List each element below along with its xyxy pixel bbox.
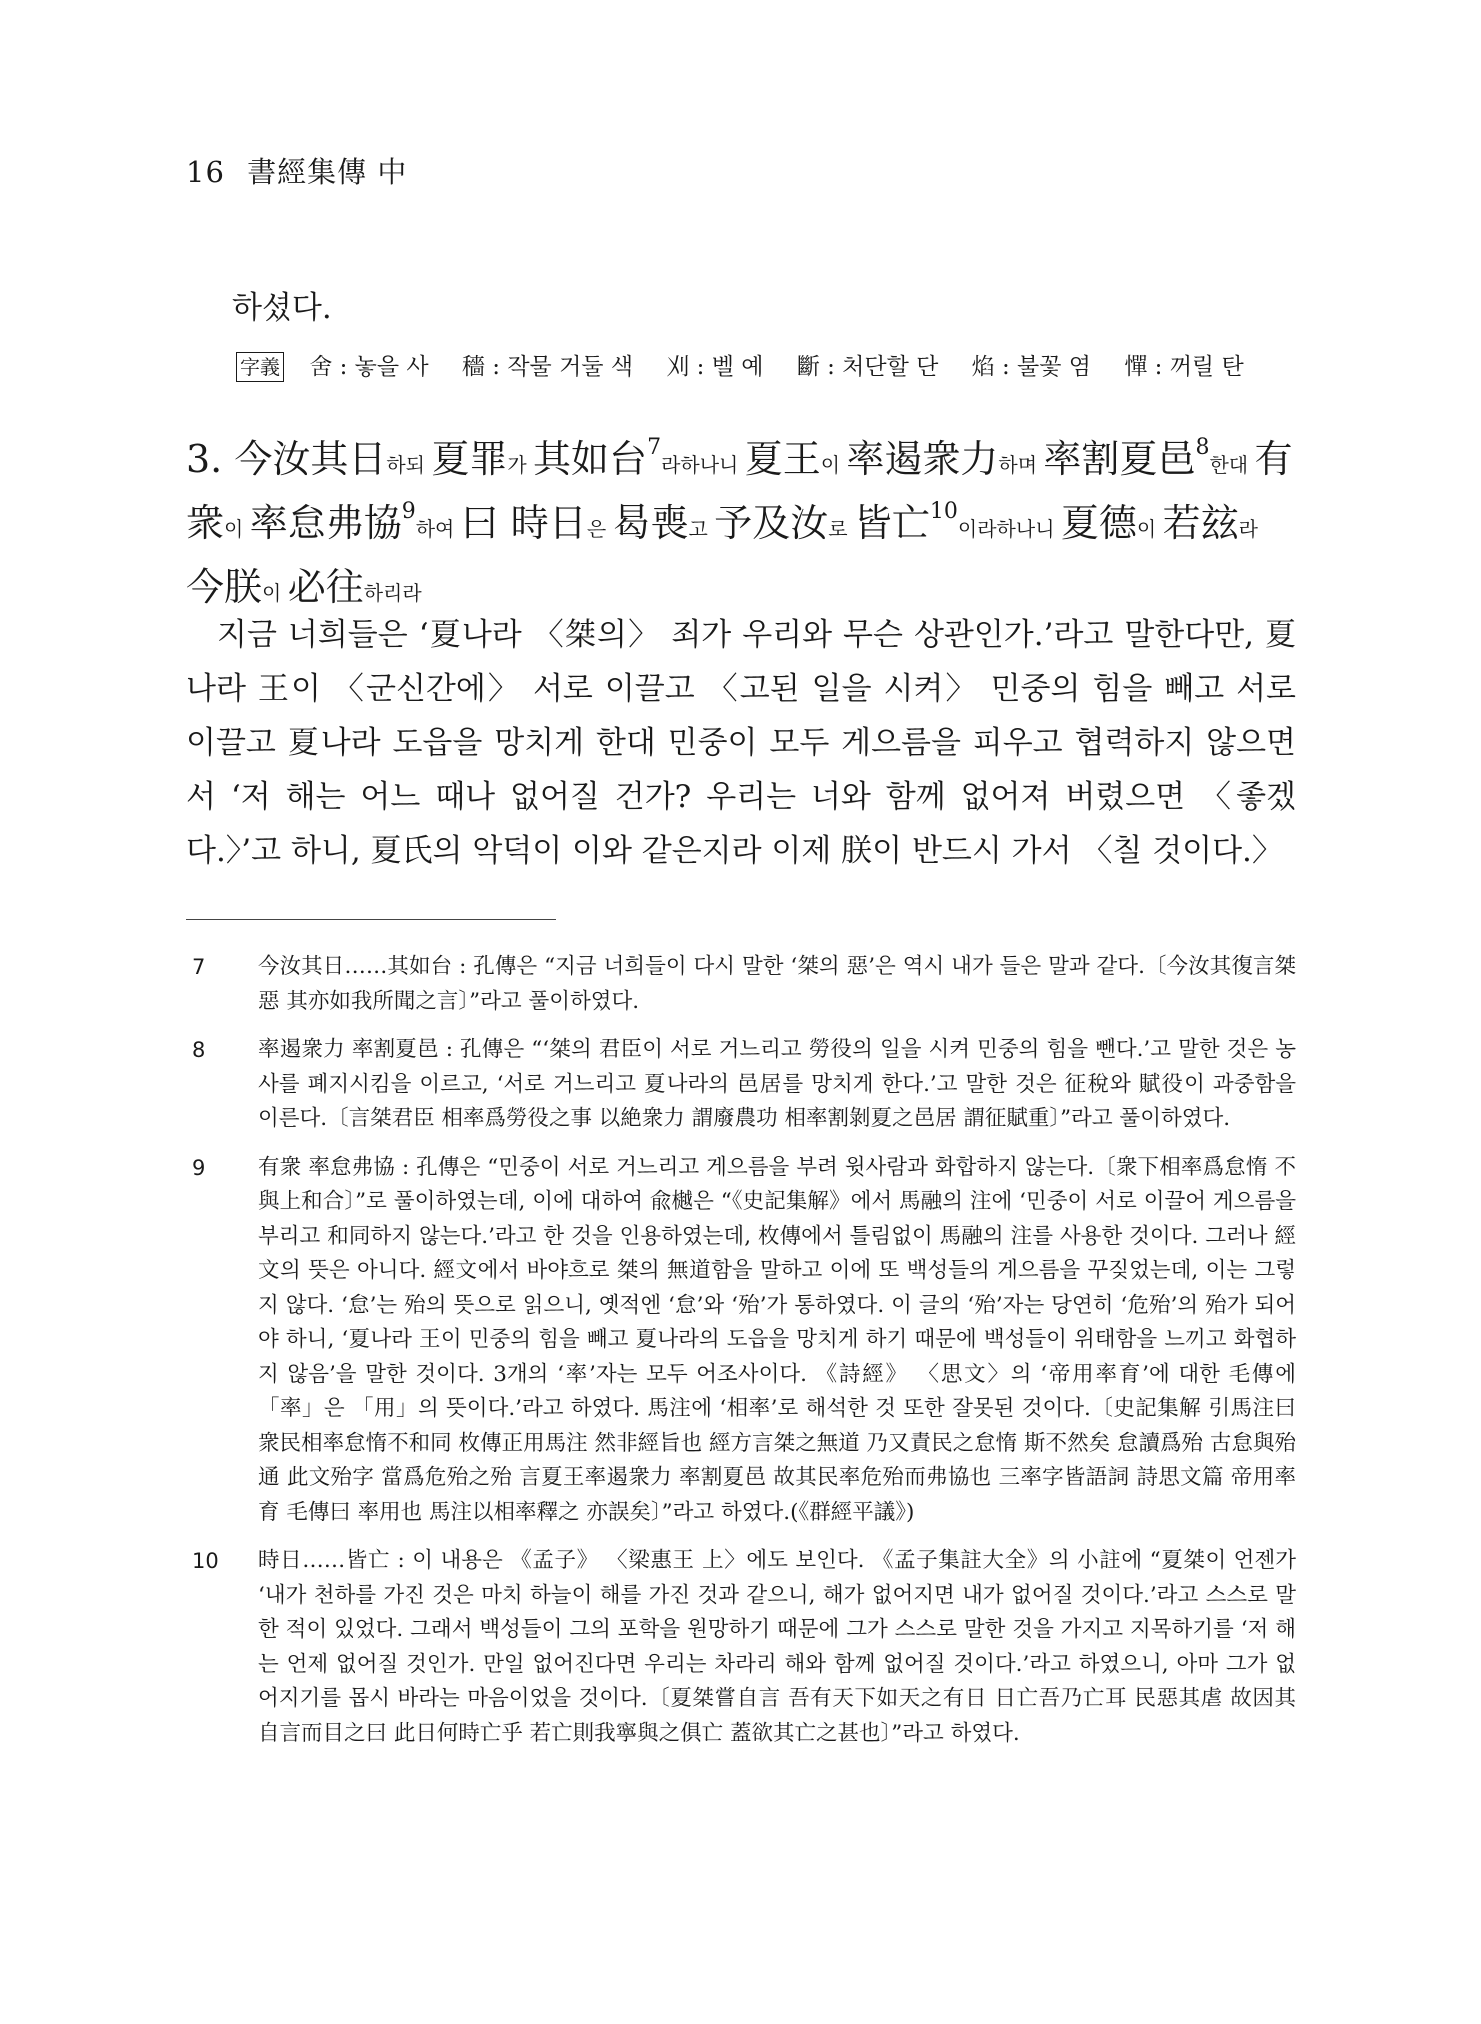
- verse-text: 3. 今汝其日: [186, 437, 387, 481]
- korean-translation: 지금 너희들은 ‘夏나라 〈桀의〉 죄가 우리와 무슨 상관인가.’라고 말한다만, 夏나라 王이 〈군신간에〉 서로 이끌고 〈고된 일을 시켜〉 민중의 힘을 빼고 서로 이끌고 夏나라 도읍을 망치게 한대 민중이 모두 게으름을 피우고 협력하지 않으면서 ‘저 해는 어느 때나 없어질 건가? 우리는 너와 함께 없어져 버렸으면 〈좋겠다.〉’고 하니, 夏氏의 악덕이 이와 같은지라 이제 朕이 반드시 가서 〈칠 것이다.〉: [186, 617, 1296, 869]
- reading-particle: 가: [507, 453, 534, 477]
- reading-particle: 하되: [386, 453, 432, 477]
- reading-particle: 한대: [1209, 453, 1255, 477]
- reading-particle: 하리라: [363, 581, 422, 605]
- book-title: 書經集傳 中: [247, 155, 408, 189]
- footnote: [186, 950, 1296, 1019]
- verse-text: 有衆: [186, 437, 1293, 545]
- verse-text: 若玆: [1162, 501, 1239, 545]
- footnote-number: 8: [192, 1038, 206, 1062]
- previous-paragraph-ending: 하셨다.: [232, 290, 332, 326]
- verse-text: 率遏衆力: [846, 437, 999, 481]
- page-number: 16: [186, 155, 225, 189]
- reading-particle: 이: [1136, 517, 1163, 541]
- reading-particle: 하며: [998, 453, 1044, 477]
- reading-particle: 이: [262, 581, 288, 605]
- verse-text: 必往: [287, 565, 364, 609]
- glossary-entry: 焰 : 불꽃 염: [971, 354, 1092, 380]
- footnote: [186, 1544, 1296, 1751]
- footnote-text: 今汝其日……其如台 : 孔傳은 “지금 너희들이 다시 말한 ‘桀의 惡’은 역시 내가 들은 말과 같다.〔今汝其復言桀惡 其亦如我所聞之言〕”라고 풀이하였다.: [258, 954, 1296, 1014]
- footnotes: [186, 950, 1296, 1765]
- glossary-line: [236, 348, 1270, 382]
- verse-text: 予及汝: [714, 501, 829, 545]
- verse-text: 其如台: [533, 437, 648, 481]
- glossary-tag: 字義: [236, 352, 284, 382]
- glossary-entry: 刈 : 벨 예: [666, 354, 764, 380]
- verse-text: 夏王: [744, 437, 821, 481]
- footnote: [186, 1033, 1296, 1137]
- footnote-number: 7: [192, 955, 206, 979]
- footnote-text: 有衆 率怠弗協 : 孔傳은 “민중이 서로 거느리고 게으름을 부려 윗사람과 화합하지 않는다.〔衆下相率爲怠惰 不與上和合〕”로 풀이하였는데, 이에 대하여 兪樾은 “《史記集解》에서 馬融의 注에 ‘민중이 서로 이끌어 게으름을 부리고 和同하지 않는다.’라고 한 것을 인용하였는데, 枚傳에서 틀림없이 馬融의 注를 사용한 것이다. 그러나 經文의 뜻은 아니다. 經文에서 바야흐로 桀의 無道함을 말하고 이에 또 백성들의 게으름을 꾸짖었는데, 이는 그렇지 않다. ‘怠’는 殆의 뜻으로 읽으니, 옛적엔 ‘怠’와 ‘殆’가 통하였다. 이 글의 ‘殆’자는 당연히 ‘危殆’의 殆가 되어야 하니, ‘夏나라 王이 민중의 힘을 빼고 夏나라의 도읍을 망치게 하기 때문에 백성들이 위태함을 느끼고 화협하지 않음’을 말한 것이다. 3개의 ‘率’자는 모두 어조사이다. 《詩經》 〈思文〉의 ‘帝用率育’에 대한 毛傳에 「率」은 「用」의 뜻이다.’라고 하였다. 馬注에 ‘相率’로 해석한 것 또한 잘못된 것이다.〔史記集解 引馬注曰衆民相率怠惰不和同 枚傳正用馬注 然非經旨也 經方言桀之無道 乃又責民之怠惰 斯不然矣 怠讀爲殆 古怠與殆通 此文殆字 當爲危殆之殆 言夏王率遏衆力 率割夏邑 故其民率危殆而弗協也 三率字皆語詞 詩思文篇 帝用率育 毛傳曰 率用也 馬注以相率釋之 亦誤矣〕”라고 하였다.(《群經平議》): [258, 1154, 1296, 1525]
- reading-particle: 고: [688, 517, 715, 541]
- running-header: [186, 150, 407, 191]
- reading-particle: 은: [586, 517, 613, 541]
- reading-particle: 이: [224, 517, 250, 541]
- glossary-entry: 舍 : 놓을 사: [309, 354, 429, 380]
- footnote-text: 時日……皆亡 : 이 내용은 《孟子》 〈梁惠王 上〉에도 보인다. 《孟子集註大全》의 小註에 “夏桀이 언젠가 ‘내가 천하를 가진 것은 마치 하늘이 해를 가진 것과 같으니, 해가 없어지면 내가 없어질 것이다.’라고 스스로 말한 적이 있었다. 그래서 백성들이 그의 포학을 원망하기 때문에 그가 스스로 말한 것을 가지고 지목하기를 ‘저 해는 언제 없어질 것인가. 만일 없어진다면 우리는 차라리 해와 함께 없어질 것이다.’라고 하였으니, 아마 그가 없어지기를 몹시 바라는 마음이었을 것이다.〔夏桀嘗自言 吾有天下如天之有日 日亡吾乃亡耳 民惡其虐 故因其自言而目之曰 此日何時亡乎 若亡則我寧與之俱亡 蓋欲其亡之甚也〕”라고 하였다.: [258, 1548, 1296, 1746]
- reading-particle: 로: [828, 517, 854, 541]
- verse-text: 曰 時日: [460, 501, 587, 545]
- verse-text: 曷喪: [612, 501, 689, 545]
- reading-particle: 하여: [415, 517, 461, 541]
- reading-particle: 라하나니: [661, 453, 745, 477]
- footnote-divider: [186, 919, 556, 920]
- reading-particle: 이라하나니: [957, 517, 1061, 541]
- verse-text: 夏罪: [431, 437, 508, 481]
- footnote-marker: 8: [1195, 435, 1210, 460]
- reading-particle: 라: [1238, 517, 1258, 541]
- footnote: [186, 1151, 1296, 1531]
- reading-particle: 이: [820, 453, 847, 477]
- glossary-entry: 憚 : 꺼릴 탄: [1124, 354, 1244, 380]
- verse-text: 夏德: [1060, 501, 1137, 545]
- footnote-marker: 9: [401, 499, 416, 524]
- footnote-marker: 7: [647, 435, 662, 460]
- glossary-entry: 穡 : 작물 거둘 색: [461, 354, 634, 380]
- verse-text: 率怠弗協: [249, 501, 402, 545]
- footnote-text: 率遏衆力 率割夏邑 : 孔傳은 “‘桀의 君臣이 서로 거느리고 勞役의 일을 시켜 민중의 힘을 뺀다.’고 말한 것은 농사를 폐지시킴을 이르고, ‘서로 거느리고 夏나라의 邑居를 망치게 한다.’고 말한 것은 征稅와 賦役이 과중함을 이른다.〔言桀君臣 相率爲勞役之事 以絶衆力 謂廢農功 相率割剝夏之邑居 謂征賦重〕”라고 풀이하였다.: [258, 1037, 1296, 1131]
- classical-verse-with-readings: [186, 430, 1296, 622]
- footnote-number: 10: [192, 1549, 219, 1573]
- verse-text: 皆亡: [853, 501, 930, 545]
- footnote-marker: 10: [929, 499, 958, 524]
- verse-text: 今朕: [186, 565, 263, 609]
- footnote-number: 9: [192, 1155, 206, 1180]
- verse-text: 率割夏邑: [1043, 437, 1196, 481]
- glossary-entry: 斷 : 처단할 단: [796, 354, 939, 380]
